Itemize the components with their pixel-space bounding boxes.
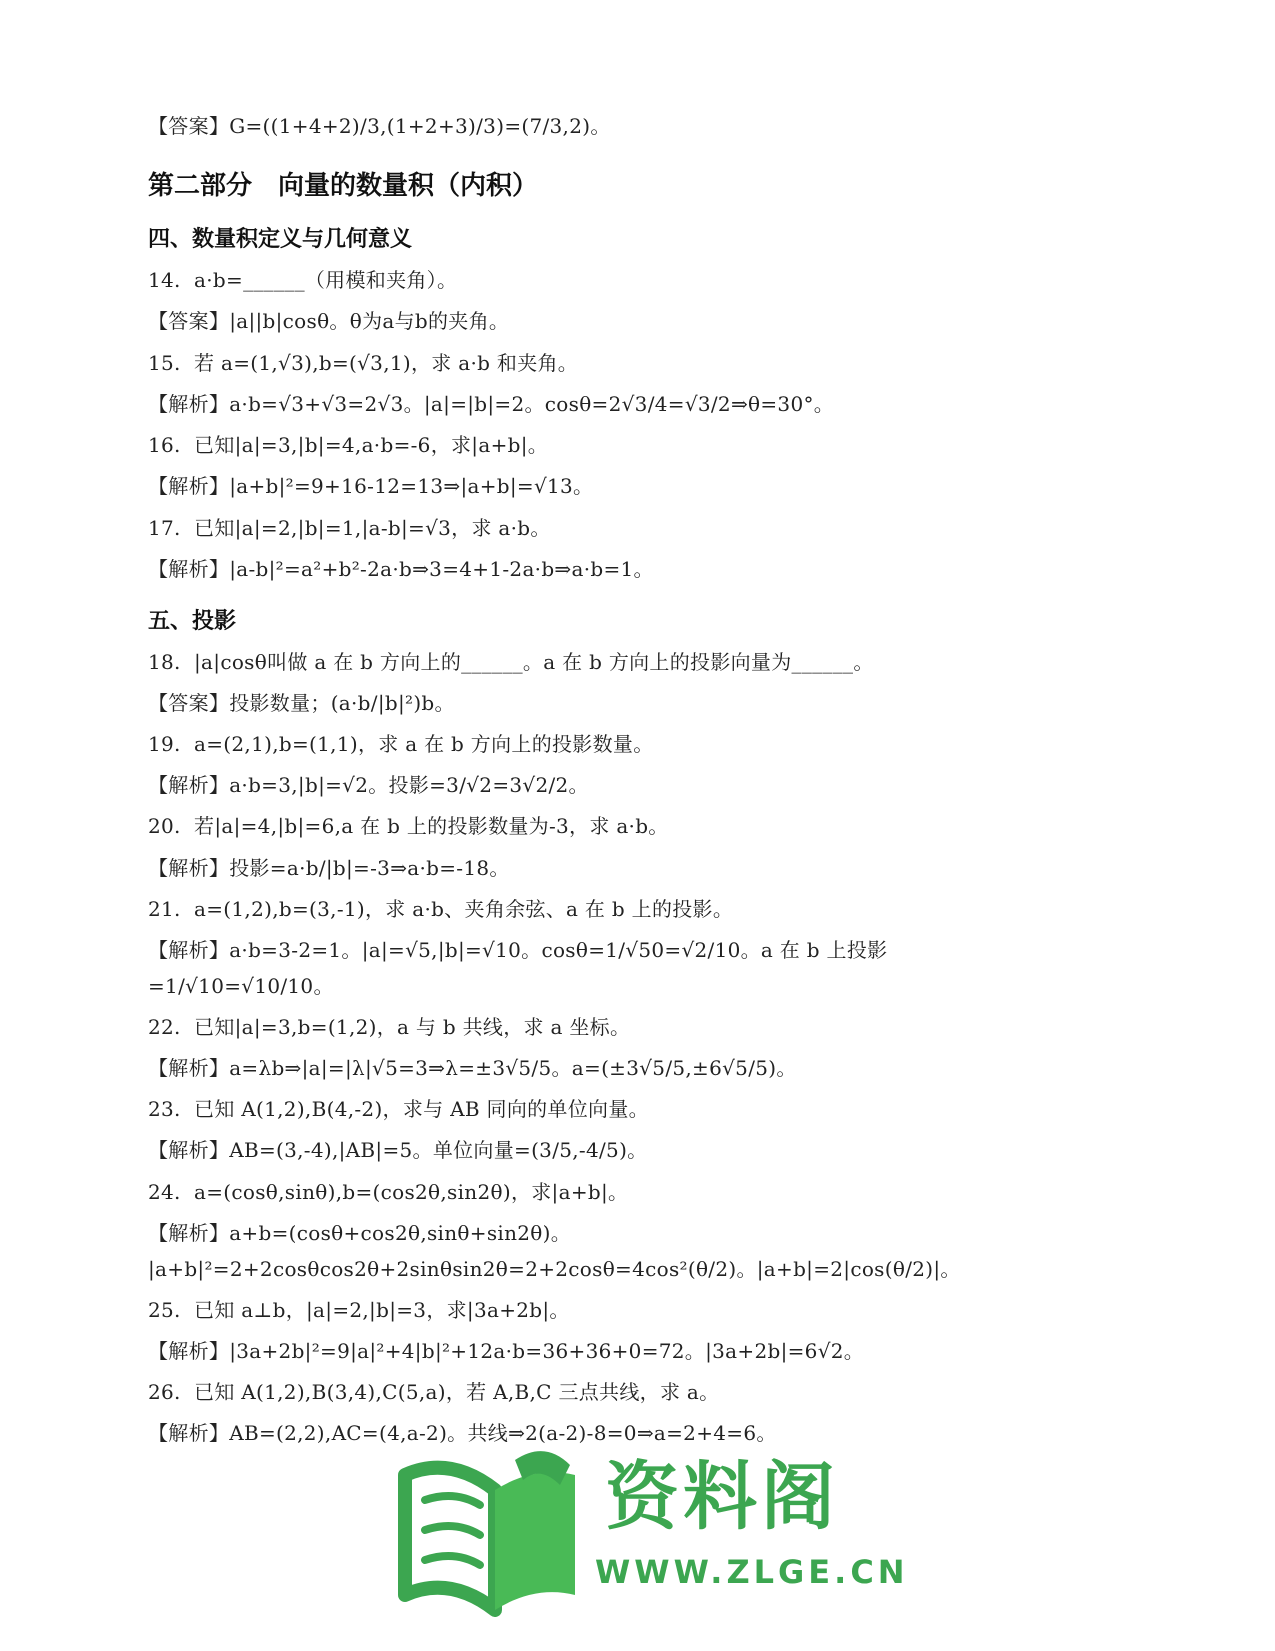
question-23: 23. 已知 A(1,2),B(4,-2)，求与 AB 同向的单位向量。 [148, 1097, 649, 1121]
answer-16: 【解析】|a+b|²=9+16-12=13⇒|a+b|=√13。 [148, 474, 594, 498]
question-24: 24. a=(cosθ,sinθ),b=(cos2θ,sin2θ)，求|a+b|。 [148, 1180, 629, 1204]
question-15: 15. 若 a=(1,√3),b=(√3,1)，求 a·b 和夹角。 [148, 351, 579, 375]
section-5-title: 五、投影 [148, 609, 237, 634]
answer-22: 【解析】a=λb⇒|a|=|λ|√5=3⇒λ=±3√5/5。a=(±3√5/5,±6√5/5)。 [148, 1056, 797, 1080]
question-18: 18. |a|cosθ叫做 a 在 b 方向上的______。a 在 b 方向上的投影向量为______。 [148, 650, 874, 674]
section-4-title: 四、数量积定义与几何意义 [148, 227, 413, 252]
watermark-title: 资料阁 [605, 1454, 839, 1540]
answer-23: 【解析】AB=(3,-4),|AB|=5。单位向量=(3/5,-4/5)。 [148, 1138, 648, 1162]
book-logo-icon [395, 1445, 595, 1625]
question-21: 21. a=(1,2),b=(3,-1)，求 a·b、夹角余弦、a 在 b 上的投影。 [148, 897, 734, 921]
answer-24-line-1: 【解析】a+b=(cosθ+cos2θ,sinθ+sin2θ)。 [148, 1221, 572, 1245]
question-20: 20. 若|a|=4,|b|=6,a 在 b 上的投影数量为-3，求 a·b。 [148, 814, 669, 838]
answer-20: 【解析】投影=a·b/|b|=-3⇒a·b=-18。 [148, 856, 510, 880]
answer-15: 【解析】a·b=√3+√3=2√3。|a|=|b|=2。cosθ=2√3/4=√3/2⇒θ=30°。 [148, 392, 835, 416]
answer-21-line-2: =1/√10=√10/10。 [148, 974, 334, 998]
answer-19: 【解析】a·b=3,|b|=√2。投影=3/√2=3√2/2。 [148, 773, 589, 797]
question-19: 19. a=(2,1),b=(1,1)，求 a 在 b 方向上的投影数量。 [148, 732, 654, 756]
question-22: 22. 已知|a|=3,b=(1,2)，a 与 b 共线，求 a 坐标。 [148, 1015, 631, 1039]
question-17: 17. 已知|a|=2,|b|=1,|a-b|=√3，求 a·b。 [148, 516, 551, 540]
answer-24-line-2: |a+b|²=2+2cosθcos2θ+2sinθsin2θ=2+2cosθ=4cos²(θ/2)。|a+b|=2|cos(θ/2)|。 [148, 1257, 961, 1281]
watermark [395, 1445, 909, 1625]
answer-26: 【解析】AB=(2,2),AC=(4,a-2)。共线⇒2(a-2)-8=0⇒a=2+4=6。 [148, 1421, 777, 1445]
question-14: 14. a·b=______（用模和夹角）。 [148, 268, 458, 292]
answer-17: 【解析】|a-b|²=a²+b²-2a·b⇒3=4+1-2a·b⇒a·b=1。 [148, 557, 654, 581]
answer-21-line-1: 【解析】a·b=3-2=1。|a|=√5,|b|=√10。cosθ=1/√50=√2/10。a 在 b 上投影 [148, 938, 888, 962]
watermark-url: WWW.ZLGE.CN [595, 1553, 909, 1591]
question-25: 25. 已知 a⊥b，|a|=2,|b|=3，求|3a+2b|。 [148, 1298, 570, 1322]
answer-25: 【解析】|3a+2b|²=9|a|²+4|b|²+12a·b=36+36+0=72。|3a+2b|=6√2。 [148, 1339, 865, 1363]
answer-13: 【答案】G=((1+4+2)/3,(1+2+3)/3)=(7/3,2)。 [148, 114, 611, 138]
answer-18: 【答案】投影数量；(a·b/|b|²)b。 [148, 691, 455, 715]
part-title: 第二部分 向量的数量积（内积） [148, 171, 539, 201]
answer-14: 【答案】|a||b|cosθ。θ为a与b的夹角。 [148, 309, 510, 333]
question-16: 16. 已知|a|=3,|b|=4,a·b=-6，求|a+b|。 [148, 433, 549, 457]
question-26: 26. 已知 A(1,2),B(3,4),C(5,a)，若 A,B,C 三点共线，求 a。 [148, 1380, 720, 1404]
